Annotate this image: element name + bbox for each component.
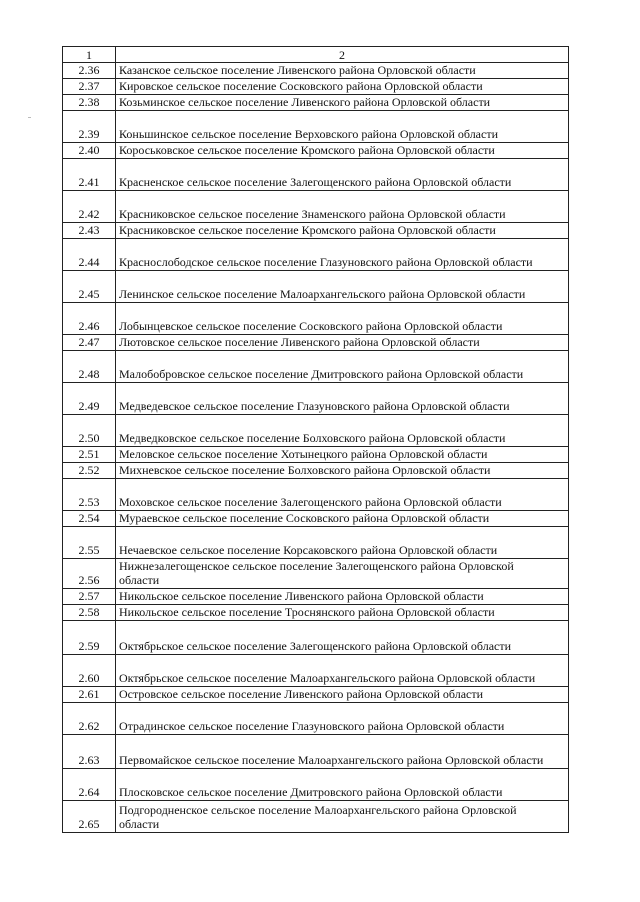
row-number: 2.36 bbox=[63, 63, 116, 79]
table-row bbox=[63, 223, 569, 239]
row-number: 2.46 bbox=[63, 303, 116, 335]
table-row bbox=[63, 79, 569, 95]
row-number: 2.53 bbox=[63, 479, 116, 511]
row-number: 2.47 bbox=[63, 335, 116, 351]
table-row bbox=[63, 303, 569, 335]
table-row bbox=[63, 383, 569, 415]
row-number: 2.51 bbox=[63, 447, 116, 463]
settlement-name: Плосковское сельское поселение Дмитровского района Орловской области bbox=[116, 769, 569, 801]
settlement-name: Октябрьское сельское поселение Малоархангельского района Орловской области bbox=[116, 655, 569, 687]
settlement-name: Меловское сельское поселение Хотынецкого района Орловской области bbox=[116, 447, 569, 463]
table-row bbox=[63, 415, 569, 447]
settlement-name: Никольское сельское поселение Троснянского района Орловской области bbox=[116, 605, 569, 621]
settlement-name: Октябрьское сельское поселение Залегощенского района Орловской области bbox=[116, 621, 569, 655]
row-number: 2.41 bbox=[63, 159, 116, 191]
row-number: 2.50 bbox=[63, 415, 116, 447]
column-header-2: 2 bbox=[116, 47, 569, 63]
settlement-name: Островское сельское поселение Ливенского района Орловской области bbox=[116, 687, 569, 703]
row-number: 2.57 bbox=[63, 589, 116, 605]
table-row bbox=[63, 463, 569, 479]
row-number: 2.61 bbox=[63, 687, 116, 703]
settlement-name: Нечаевское сельское поселение Корсаковского района Орловской области bbox=[116, 527, 569, 559]
table-row bbox=[63, 655, 569, 687]
row-number: 2.58 bbox=[63, 605, 116, 621]
row-number: 2.62 bbox=[63, 703, 116, 735]
table-header-row bbox=[63, 47, 569, 63]
settlement-name: Лютовское сельское поселение Ливенского района Орловской области bbox=[116, 335, 569, 351]
settlement-name: Кировское сельское поселение Сосковского района Орловской области bbox=[116, 79, 569, 95]
settlements-table bbox=[62, 46, 569, 833]
table-row bbox=[63, 479, 569, 511]
row-number: 2.55 bbox=[63, 527, 116, 559]
settlement-name: Первомайское сельское поселение Малоархангельского района Орловской области bbox=[116, 735, 569, 769]
row-number: 2.54 bbox=[63, 511, 116, 527]
table-row bbox=[63, 143, 569, 159]
table-row bbox=[63, 735, 569, 769]
settlement-name: Никольское сельское поселение Ливенского района Орловской области bbox=[116, 589, 569, 605]
row-number: 2.52 bbox=[63, 463, 116, 479]
row-number: 2.37 bbox=[63, 79, 116, 95]
row-number: 2.45 bbox=[63, 271, 116, 303]
row-number: 2.38 bbox=[63, 95, 116, 111]
table-row bbox=[63, 95, 569, 111]
row-number: 2.49 bbox=[63, 383, 116, 415]
table-row bbox=[63, 239, 569, 271]
settlement-name: Нижнезалегощенское сельское поселение Залегощенского района Орловской области bbox=[116, 559, 569, 589]
table-row bbox=[63, 621, 569, 655]
row-number: 2.65 bbox=[63, 801, 116, 833]
row-number: 2.48 bbox=[63, 351, 116, 383]
settlement-name: Красниковское сельское поселение Знаменского района Орловской области bbox=[116, 191, 569, 223]
table-row bbox=[63, 559, 569, 589]
settlement-name: Малобобровское сельское поселение Дмитровского района Орловской области bbox=[116, 351, 569, 383]
table-row bbox=[63, 769, 569, 801]
row-number: 2.42 bbox=[63, 191, 116, 223]
table-row bbox=[63, 703, 569, 735]
row-number: 2.40 bbox=[63, 143, 116, 159]
settlement-name: Подгородненское сельское поселение Малоархангельского района Орловской области bbox=[116, 801, 569, 833]
settlement-name: Мураевское сельское поселение Сосковского района Орловской области bbox=[116, 511, 569, 527]
row-number: 2.39 bbox=[63, 111, 116, 143]
settlement-name: Отрадинское сельское поселение Глазуновского района Орловской области bbox=[116, 703, 569, 735]
row-number: 2.43 bbox=[63, 223, 116, 239]
settlement-name: Казанское сельское поселение Ливенского района Орловской области bbox=[116, 63, 569, 79]
settlement-name: Козьминское сельское поселение Ливенского района Орловской области bbox=[116, 95, 569, 111]
table-row bbox=[63, 351, 569, 383]
settlement-name: Лобынцевское сельское поселение Сосковского района Орловской области bbox=[116, 303, 569, 335]
row-number: 2.56 bbox=[63, 559, 116, 589]
settlement-name: Моховское сельское поселение Залегощенского района Орловской области bbox=[116, 479, 569, 511]
row-number: 2.64 bbox=[63, 769, 116, 801]
row-number: 2.60 bbox=[63, 655, 116, 687]
table-row bbox=[63, 191, 569, 223]
table-row bbox=[63, 447, 569, 463]
table-row bbox=[63, 111, 569, 143]
table-row bbox=[63, 511, 569, 527]
table-row bbox=[63, 159, 569, 191]
settlement-name: Медведевское сельское поселение Глазуновского района Орловской области bbox=[116, 383, 569, 415]
settlement-name: Медведковское сельское поселение Болховского района Орловской области bbox=[116, 415, 569, 447]
scan-mark bbox=[28, 117, 31, 118]
settlement-name: Ленинское сельское поселение Малоархангельского района Орловской области bbox=[116, 271, 569, 303]
settlement-name: Краснослободское сельское поселение Глазуновского района Орловской области bbox=[116, 239, 569, 271]
table-row bbox=[63, 527, 569, 559]
column-header-1: 1 bbox=[63, 47, 116, 63]
table-row bbox=[63, 687, 569, 703]
row-number: 2.44 bbox=[63, 239, 116, 271]
settlement-name: Короськовское сельское поселение Кромского района Орловской области bbox=[116, 143, 569, 159]
table-row bbox=[63, 271, 569, 303]
row-number: 2.59 bbox=[63, 621, 116, 655]
table-row bbox=[63, 63, 569, 79]
table-row bbox=[63, 335, 569, 351]
table-row bbox=[63, 801, 569, 833]
table-row bbox=[63, 605, 569, 621]
settlement-name: Красненское сельское поселение Залегощенского района Орловской области bbox=[116, 159, 569, 191]
settlement-name: Михневское сельское поселение Болховского района Орловской области bbox=[116, 463, 569, 479]
table-row bbox=[63, 589, 569, 605]
row-number: 2.63 bbox=[63, 735, 116, 769]
settlement-name: Красниковское сельское поселение Кромского района Орловской области bbox=[116, 223, 569, 239]
settlement-name: Коньшинское сельское поселение Верховского района Орловской области bbox=[116, 111, 569, 143]
